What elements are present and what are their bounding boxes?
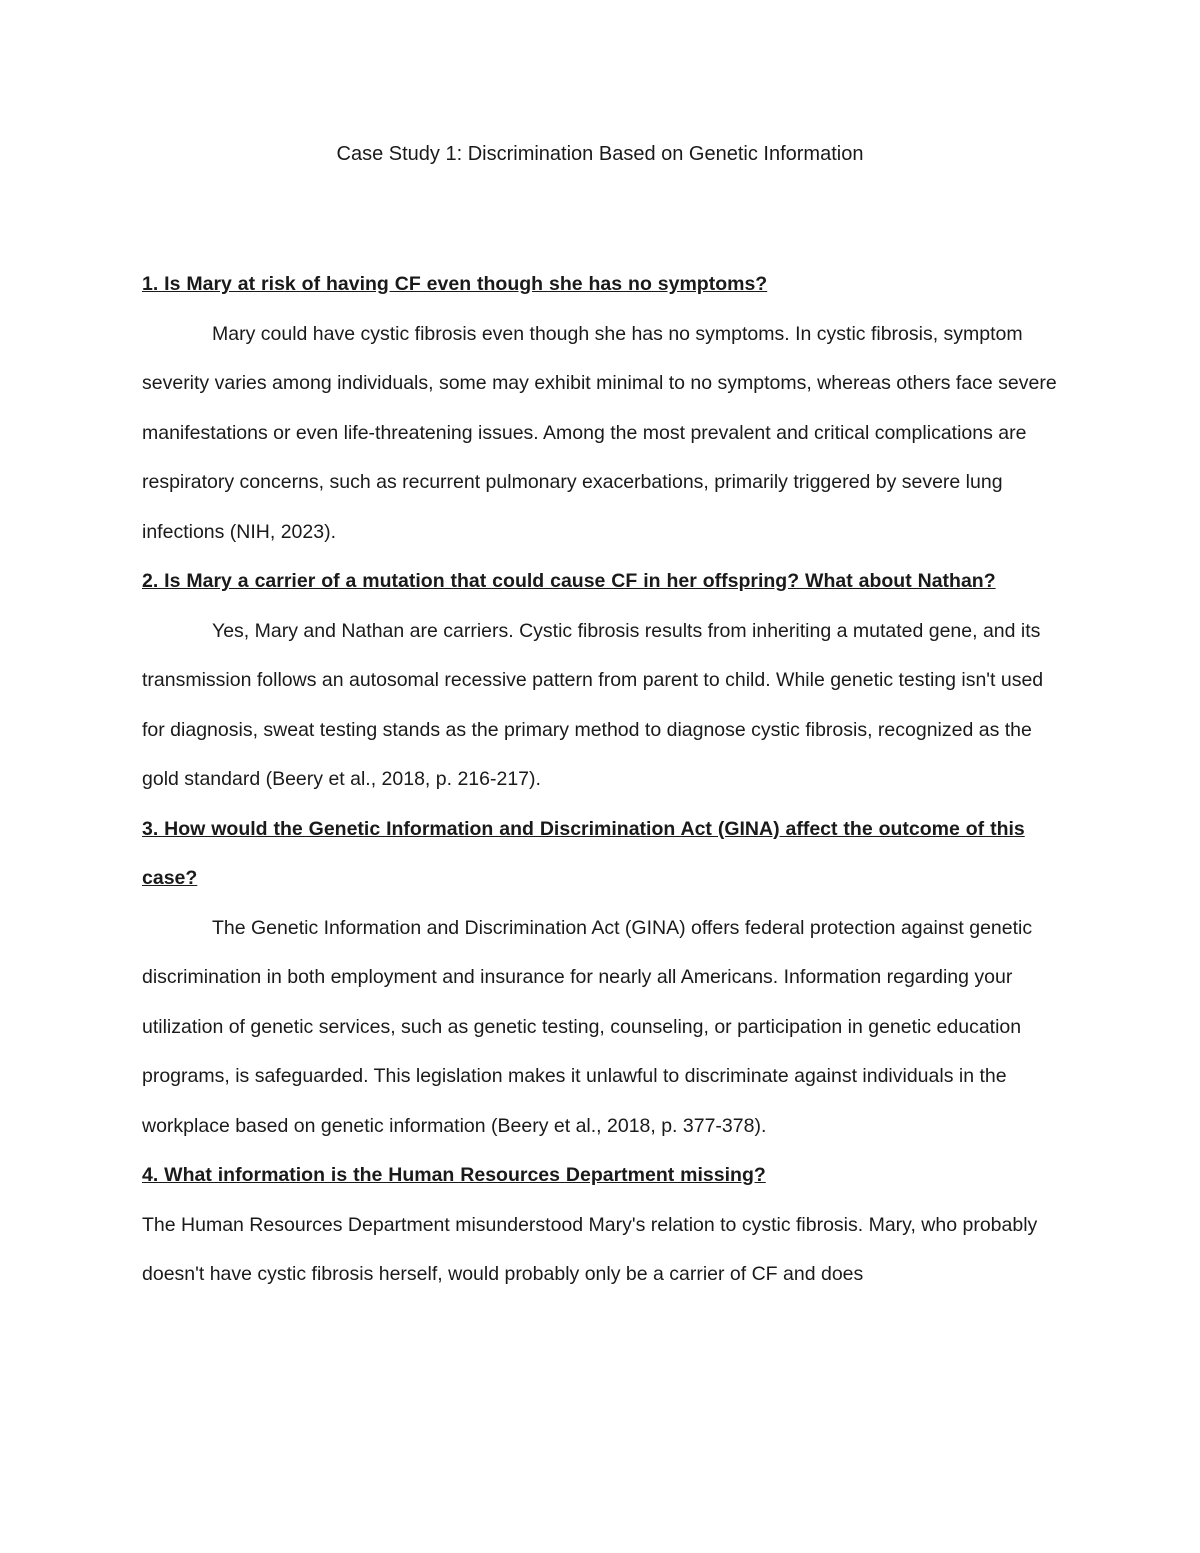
question-1: 1. Is Mary at risk of having CF even though she has no symptoms? <box>142 273 768 295</box>
question-3: 3. How would the Genetic Information and Discrimination Act (GINA) affect the outcome of this case? <box>142 817 1025 889</box>
answer-2: Yes, Mary and Nathan are carriers. Cystic fibrosis results from inheriting a mutated gene, and its transmission follows an autosomal recessive pattern from parent to child. While genetic testing isn't used for diagnosis, sweat testing stands as the primary method to diagnose cystic fibrosis, recognized as the gold standard (Beery et al., 2018, p. 216-217). <box>142 619 1044 790</box>
document-body <box>142 132 1058 1300</box>
question-2: 2. Is Mary a carrier of a mutation that could cause CF in her offspring? What about Nathan? <box>142 570 996 592</box>
answer-3: The Genetic Information and Discrimination Act (GINA) offers federal protection against genetic discrimination in both employment and insurance for nearly all Americans. Information regarding your utilization of genetic services, such as genetic testing, counseling, or participation in genetic education programs, is safeguarded. This legislation makes it unlawful to discriminate against individuals in the workplace based on genetic information (Beery et al., 2018, p. 377-378). <box>142 916 1033 1137</box>
answer-4: The Human Resources Department misunderstood Mary's relation to cystic fibrosis. Mary, who probably doesn't have cystic fibrosis herself, would probably only be a carrier of CF and does <box>142 1213 1038 1285</box>
document-title: Case Study 1: Discrimination Based on Genetic Information <box>336 143 864 165</box>
question-4: 4. What information is the Human Resources Department missing? <box>142 1164 766 1186</box>
answer-1: Mary could have cystic fibrosis even though she has no symptoms. In cystic fibrosis, symptom severity varies among individuals, some may exhibit minimal to no symptoms, whereas others face severe manifestations or even life-threatening issues. Among the most prevalent and critical complications are respiratory concerns, such as recurrent pulmonary exacerbations, primarily triggered by severe lung infections (NIH, 2023). <box>142 322 1057 543</box>
